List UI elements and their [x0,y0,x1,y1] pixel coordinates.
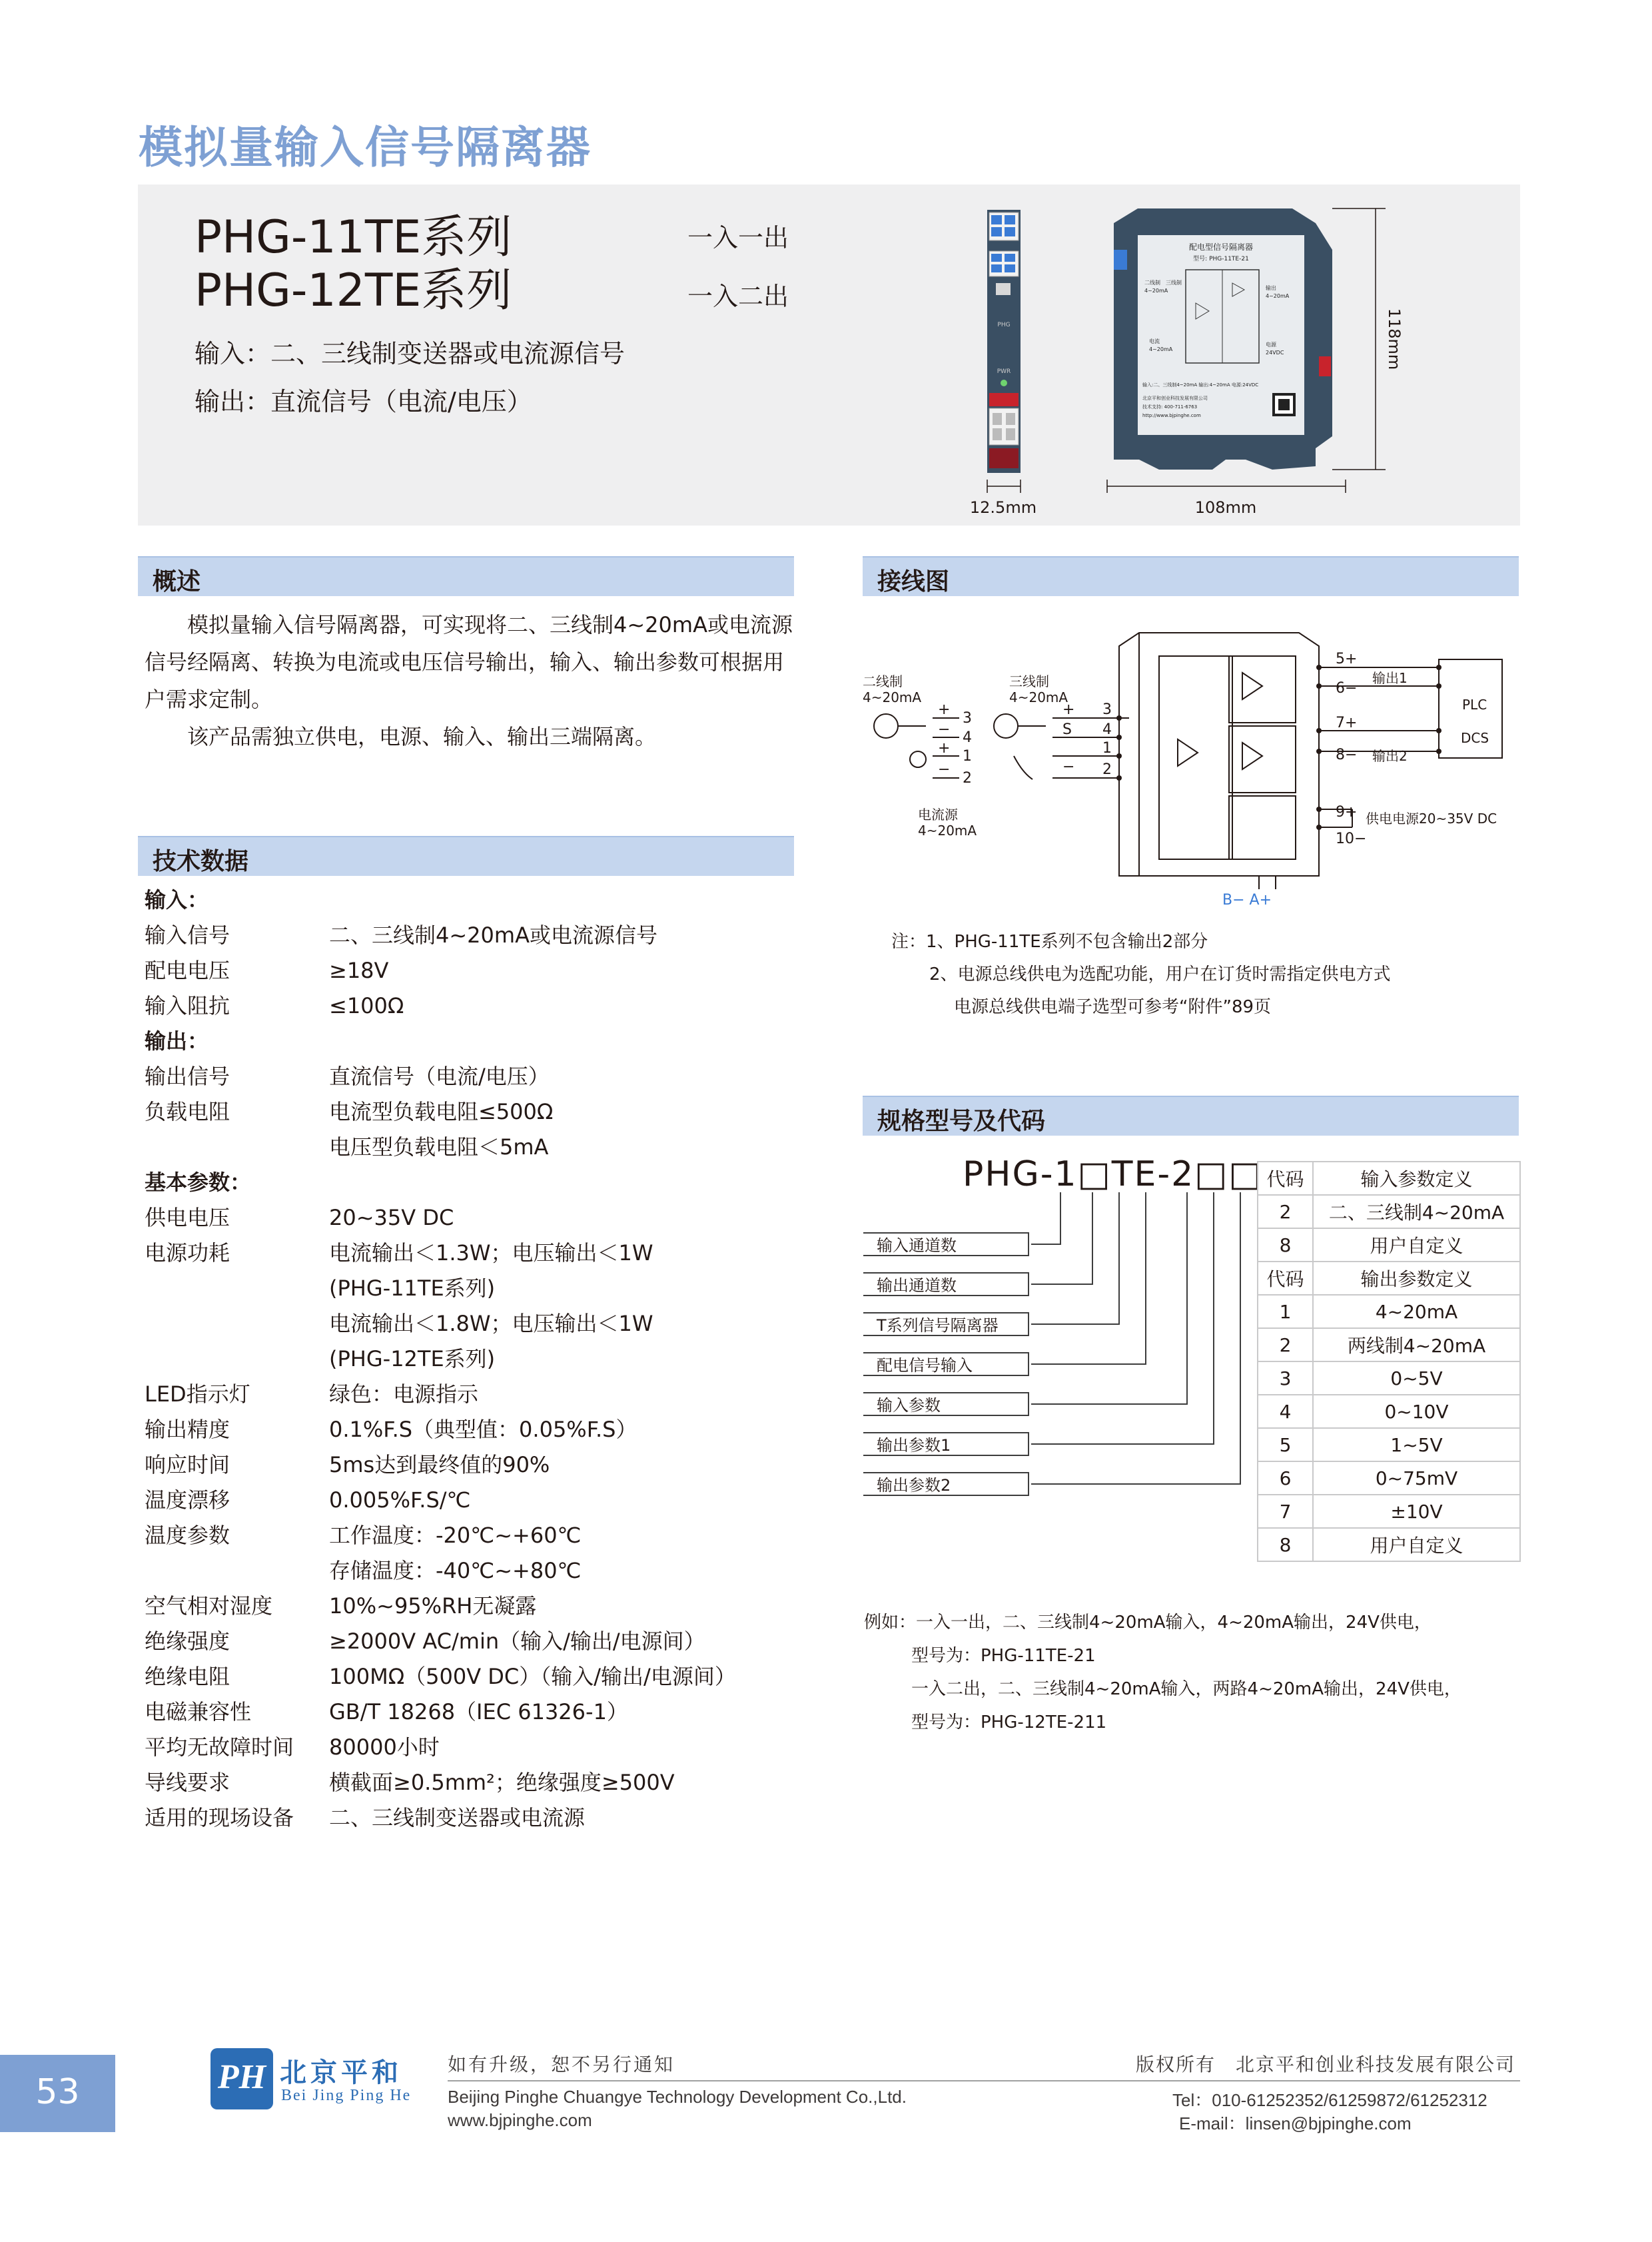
model-param-label: 输入通道数 [863,1232,1029,1256]
tech-value: (PHG-11TE系列) [329,1276,496,1301]
code-cell: 3 [1258,1361,1313,1395]
tech-row [145,1094,744,1130]
model-param-label: 配电信号输入 [863,1352,1029,1376]
model-param-label: 输出参数2 [863,1472,1029,1496]
tech-key: 温度漂移 [145,1487,230,1513]
wiring-dcs: DCS [1461,730,1489,746]
device-front-view [987,210,1021,473]
definition-cell: 用户自定义 [1313,1228,1520,1262]
tech-row [145,1730,744,1765]
tech-value: ≥18V [329,958,389,983]
tech-key: 配电电压 [145,958,230,983]
device-label-model: 型号: PHG-11TE-21 [1193,256,1249,262]
code-table-row [1258,1361,1520,1395]
definition-cell: ±10V [1313,1495,1520,1528]
logo-mark-icon [210,2048,273,2109]
tech-value: GB/T 18268（IEC 61326-1） [329,1699,628,1724]
tech-row [145,1236,744,1271]
example-line: 型号为：PHG-11TE-21 [911,1646,1096,1666]
terminal-4b: 4 [1102,721,1112,738]
tech-value: 存储温度：-40℃~+80℃ [329,1558,582,1583]
tech-key: 输入信号 [145,923,230,948]
tech-value: 100MΩ（500V DC）（输入/输出/电源间） [329,1664,736,1689]
tech-row [145,1377,744,1412]
tech-row [145,1024,744,1059]
tech-key: 响应时间 [145,1452,230,1477]
definition-cell: 1~5V [1313,1428,1520,1461]
tech-row [145,1659,744,1694]
tech-value: 80000小时 [329,1734,440,1760]
model-section-header [863,1096,1519,1136]
tech-value: 10%~95%RH无凝露 [329,1593,537,1619]
definition-cell: 0~5V [1313,1361,1520,1395]
device-label-power-v: 24VDC [1266,350,1284,356]
tech-value: 工作温度：-20℃~+60℃ [329,1523,582,1548]
model-param-label: 输入参数 [863,1392,1029,1416]
code-table-row [1258,1295,1520,1328]
code-cell: 8 [1258,1528,1313,1561]
sign-plus: + [938,740,951,757]
wiring-output2: 输出2 [1372,748,1408,764]
code-table-row [1258,1162,1520,1195]
page-title: 模拟量输入信号隔离器 [139,122,592,173]
model-code-string: PHG-1□TE-2□□ [963,1154,1263,1194]
device-label-in2: 三线制 [1166,280,1182,286]
tech-heading: 技术数据 [153,848,249,875]
overview-text [145,606,804,755]
overview-line: 该产品需独立供电，电源、输入、输出三端隔离。 [187,724,657,749]
terminal-9: 9+ [1336,804,1358,821]
logo-mark-text: PH [217,2058,266,2096]
device-label-src: 电流 [1149,338,1160,344]
model-heading: 规格型号及代码 [877,1108,1046,1135]
dim-length: 108mm [1194,498,1257,516]
code-cell: 1 [1258,1295,1313,1328]
tech-row [145,918,744,953]
tech-key: 输入阻抗 [145,993,230,1018]
tech-value: 电流输出＜1.3W；电压输出＜1W [329,1240,653,1266]
code-table-row [1258,1528,1520,1561]
tech-value: ≥2000V AC/min（输入/输出/电源间） [329,1629,705,1654]
footer-tel: Tel：010-61252352/61259872/61252312 [1172,2090,1487,2110]
code-cell: 代码 [1258,1162,1313,1195]
terminal-4a: 4 [963,729,972,746]
input-summary: 输入：二、三线制变送器或电流源信号 [195,339,625,368]
tech-row [145,1271,744,1306]
footer-email[interactable]: E-mail：linsen@bjpinghe.com [1179,2113,1412,2133]
tech-key: 输出： [145,1028,209,1054]
definition-cell: 二、三线制4~20mA [1313,1195,1520,1228]
tech-row [145,988,744,1024]
device-side-view [1114,208,1332,470]
tech-key: 空气相对湿度 [145,1593,273,1619]
tech-value: (PHG-12TE系列) [329,1346,496,1371]
logo-cn: 北京平和 [280,2057,402,2088]
tech-value: 电流输出＜1.8W；电压输出＜1W [329,1311,653,1336]
code-cell: 5 [1258,1428,1313,1461]
code-table-row [1258,1328,1520,1361]
tech-key: 温度参数 [145,1523,230,1548]
code-table-row [1258,1262,1520,1295]
code-cell: 6 [1258,1461,1313,1495]
model-code-leaders [1026,1192,1252,1505]
overview-heading: 概述 [153,568,201,595]
tech-section-header [138,836,794,876]
device-label-company: 北京平和创业科技发展有限公司 [1142,396,1208,401]
terminal-3a: 3 [963,710,972,727]
tech-row [145,1694,744,1730]
definition-cell: 两线制4~20mA [1313,1328,1520,1361]
tech-key: 绝缘电阻 [145,1664,230,1689]
example-line: 一入二出，二、三线制4~20mA输入，两路4~20mA输出，24V供电， [911,1679,1461,1699]
dim-width: 12.5mm [969,498,1037,516]
terminal-5: 5+ [1336,651,1358,667]
tech-row [145,1518,744,1553]
series-2-io: 一入二出 [687,282,789,311]
tech-key: 适用的现场设备 [145,1805,294,1830]
tech-value: 20~35V DC [329,1205,454,1230]
tech-key: 电磁兼容性 [145,1699,252,1724]
device-label-power: 电源 [1266,342,1276,348]
device-label-in-range: 4~20mA [1144,288,1168,294]
tech-row [145,1130,744,1165]
wiring-section-header [863,556,1519,596]
terminal-3b: 3 [1102,701,1112,718]
terminal-2a: 2 [963,770,972,787]
model-param-label: 输出参数1 [863,1432,1029,1456]
product-image [959,196,1439,516]
tech-key: 基本参数： [145,1170,252,1195]
tech-row [145,1624,744,1659]
terminal-2b: 2 [1102,761,1112,778]
definition-cell: 用户自定义 [1313,1528,1520,1561]
series-1-title: PHG-11TE系列 [195,211,512,264]
tech-value: 二、三线制变送器或电流源 [329,1805,586,1830]
wiring-diagram [859,619,1519,913]
tech-row [145,1165,744,1200]
tech-value: 0.1%F.S（典型值：0.05%F.S） [329,1417,637,1442]
code-cell: 2 [1258,1195,1313,1228]
device-label-in1: 二线制 [1144,280,1160,286]
model-param-label: T系列信号隔离器 [863,1312,1029,1336]
definition-cell: 输出参数定义 [1313,1262,1520,1295]
tech-value: 绿色：电源指示 [329,1381,479,1407]
code-table-row [1258,1228,1520,1262]
tech-key: 负载电阻 [145,1099,230,1124]
tech-key: 电源功耗 [145,1240,230,1266]
wiring-three-wire: 三线制 [1009,673,1049,689]
wiring-output1: 输出1 [1372,670,1408,686]
definition-cell: 0~10V [1313,1395,1520,1428]
tech-row [145,1341,744,1377]
overview-line: 户需求定制。 [145,687,273,712]
tech-row [145,1059,744,1094]
model-param-label: 输出通道数 [863,1272,1029,1296]
series-1-io: 一入一出 [687,223,789,252]
wiring-current-source-range: 4~20mA [918,823,977,839]
tech-key: 输入： [145,887,209,913]
tech-row [145,1412,744,1447]
page-number: 53 [35,2072,80,2112]
wiring-note-3: 电源总线供电端子选型可参考“附件”89页 [954,997,1272,1017]
code-table-row [1258,1495,1520,1528]
code-cell: 2 [1258,1328,1313,1361]
overview-line: 信号经隔离、转换为电流或电压信号输出，输入、输出参数可根据用 [145,649,785,675]
wiring-current-source: 电流源 [918,807,958,823]
code-cell: 4 [1258,1395,1313,1428]
terminal-1b: 1 [1102,740,1112,757]
footer-website[interactable]: www.bjpinghe.com [448,2110,592,2130]
front-pwr-label: PWR [997,368,1011,375]
terminal-1a: 1 [963,748,972,765]
definition-cell: 0~75mV [1313,1461,1520,1495]
tech-row [145,1447,744,1483]
sign-minus: − [938,721,951,738]
tech-key: 平均无故障时间 [145,1734,294,1760]
footer-copyright: 版权所有 北京平和创业科技发展有限公司 [1136,2054,1516,2075]
tech-row [145,1589,744,1624]
tech-value: 5ms达到最终值的90% [329,1452,550,1477]
code-cell: 7 [1258,1495,1313,1528]
device-label-spec: 输入:二、三线制4~20mA 输出:4~20mA 电源:24VDC [1142,382,1259,388]
tech-value: 直流信号（电流/电压） [329,1064,550,1089]
footer-notice: 如有升级，恕不另行通知 [448,2054,675,2075]
example-line: 型号为：PHG-12TE-211 [911,1712,1107,1732]
device-label-tel: 技术支持: 400-711-6763 [1142,404,1198,410]
tech-key: 导线要求 [145,1770,230,1795]
wiring-heading: 接线图 [877,568,950,595]
tech-row [145,1765,744,1800]
device-label-out-range: 4~20mA [1266,293,1290,299]
dim-height: 118mm [1385,308,1404,370]
series-2-title: PHG-12TE系列 [195,264,512,317]
tech-value: 电压型负载电阻＜5mA [329,1134,549,1160]
terminal-8: 8− [1336,747,1358,763]
wiring-two-wire: 二线制 [863,673,903,689]
device-label-src-range: 4~20mA [1149,346,1173,352]
sign-minus: − [938,761,951,778]
wiring-note-2: 2、电源总线供电为选配功能，用户在订货时需指定供电方式 [929,964,1391,984]
tech-key: LED指示灯 [145,1381,250,1407]
definition-cell: 输入参数定义 [1313,1162,1520,1195]
wiring-note-1: 注：1、PHG-11TE系列不包含输出2部分 [891,932,1208,952]
terminal-s: S [1062,721,1072,738]
definition-cell: 4~20mA [1313,1295,1520,1328]
terminal-10: 10− [1336,831,1367,847]
wiring-plc: PLC [1462,697,1487,713]
code-table-row [1258,1428,1520,1461]
tech-row [145,1483,744,1518]
footer-divider [448,2080,1520,2081]
overview-section-header [138,556,794,596]
output-summary: 输出：直流信号（电流/电压） [195,387,532,416]
front-phg-label: PHG [997,322,1011,328]
code-table-row [1258,1461,1520,1495]
wiring-power: 供电电源20~35V DC [1366,811,1497,827]
tech-row [145,1553,744,1589]
device-label-url: http://www.bjpinghe.com [1142,413,1201,418]
footer-company-en: Beijing Pinghe Chuangye Technology Development Co.,Ltd. [448,2087,907,2107]
overview-line: 模拟量输入信号隔离器，可实现将二、三线制4~20mA或电流源 [187,612,793,637]
code-cell: 代码 [1258,1262,1313,1295]
code-cell: 8 [1258,1228,1313,1262]
tech-row [145,953,744,988]
tech-row [145,1800,744,1836]
tech-key: 输出精度 [145,1417,230,1442]
tech-value: 0.005%F.S/℃ [329,1487,471,1513]
tech-row [145,883,744,918]
terminal-7: 7+ [1336,715,1358,731]
tech-row [145,1306,744,1341]
wiring-three-wire-range: 4~20mA [1009,689,1068,705]
terminal-dots [1116,665,1442,830]
code-table-row [1258,1395,1520,1428]
code-table-row [1258,1195,1520,1228]
wiring-bus: B− A+ [1222,892,1272,909]
sign-minus: − [1062,759,1075,775]
tech-value: 横截面≥0.5mm²；绝缘强度≥500V [329,1770,675,1795]
sign-plus: + [938,701,951,718]
tech-value: ≤100Ω [329,993,404,1018]
sign-plus: + [1062,701,1075,718]
terminal-6: 6− [1336,680,1358,697]
tech-row [145,1200,744,1236]
device-label-out: 输出 [1266,285,1276,291]
logo-en: Bei Jing Ping He [281,2087,412,2104]
code-table [1257,1161,1521,1562]
tech-key: 供电电压 [145,1205,230,1230]
wiring-two-wire-range: 4~20mA [863,689,922,705]
device-label-title: 配电型信号隔离器 [1188,242,1254,252]
tech-value: 二、三线制4~20mA或电流源信号 [329,923,657,948]
tech-key: 绝缘强度 [145,1629,230,1654]
example-line: 例如：一入一出，二、三线制4~20mA输入，4~20mA输出，24V供电， [864,1613,1432,1633]
tech-value: 电流型负载电阻≤500Ω [329,1099,554,1124]
tech-key: 输出信号 [145,1064,230,1089]
